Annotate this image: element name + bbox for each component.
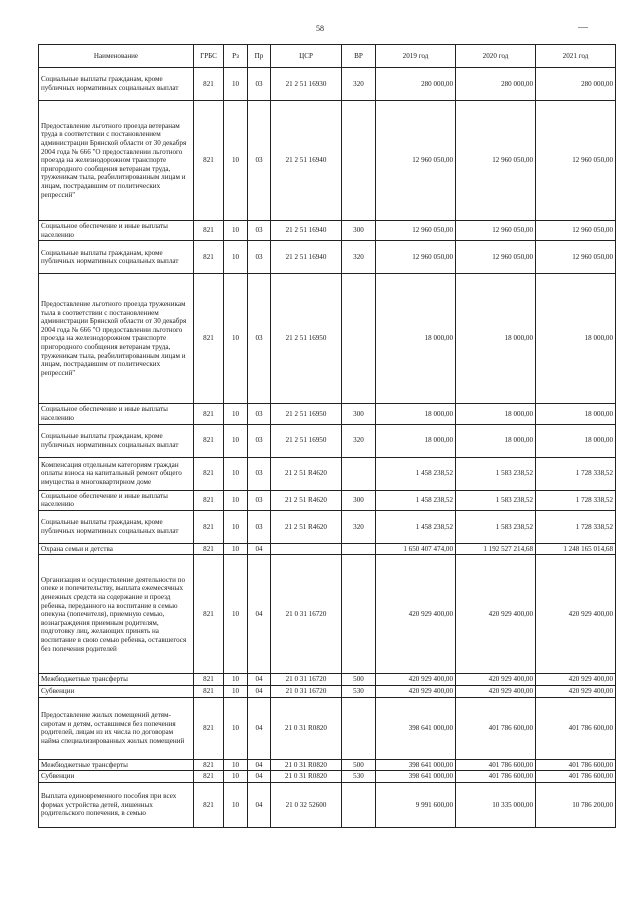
row-rz: 10 xyxy=(224,241,248,274)
row-grbs: 821 xyxy=(194,241,224,274)
row-vr xyxy=(342,543,376,555)
page-number: 58 xyxy=(316,24,324,33)
row-vr: 300 xyxy=(342,221,376,241)
row-vr: 500 xyxy=(342,674,376,686)
row-amount-2019: 9 991 600,00 xyxy=(376,783,456,828)
row-amount-2020: 1 583 238,52 xyxy=(456,490,536,510)
row-name: Организация и осуществление деятельности по опеке и попечительству, выплата ежемесячных денежных средств на содержание и проезд ребенка, переданного на воспитание в семью опекуна (попечителя), приемную семью, вознаграждения приемным родителям, подготовку лиц, желающих принять на воспитание в свою семью ребенка, оставшегося без попечения родителей xyxy=(39,555,194,674)
row-amount-2020: 280 000,00 xyxy=(456,68,536,101)
row-csr: 21 2 51 16950 xyxy=(271,274,342,404)
row-amount-2019: 280 000,00 xyxy=(376,68,456,101)
row-csr: 21 0 31 R0820 xyxy=(271,759,342,771)
row-pr: 03 xyxy=(248,404,271,424)
row-amount-2019: 420 929 400,00 xyxy=(376,686,456,698)
row-vr: 320 xyxy=(342,424,376,457)
row-amount-2019: 18 000,00 xyxy=(376,404,456,424)
row-csr: 21 0 32 52600 xyxy=(271,783,342,828)
row-pr: 03 xyxy=(248,221,271,241)
row-csr: 21 2 51 16940 xyxy=(271,101,342,221)
row-csr: 21 2 51 R4620 xyxy=(271,510,342,543)
row-amount-2021: 420 929 400,00 xyxy=(536,686,616,698)
row-csr xyxy=(271,543,342,555)
row-grbs: 821 xyxy=(194,771,224,783)
row-csr: 21 2 51 R4620 xyxy=(271,490,342,510)
row-rz: 10 xyxy=(224,490,248,510)
row-amount-2020: 12 960 050,00 xyxy=(456,221,536,241)
row-name: Социальные выплаты гражданам, кроме публичных нормативных социальных выплат xyxy=(39,424,194,457)
table-row xyxy=(39,697,616,759)
row-amount-2019: 420 929 400,00 xyxy=(376,555,456,674)
row-name: Социальное обеспечение и иные выплаты населению xyxy=(39,404,194,424)
table-row xyxy=(39,404,616,424)
row-amount-2021: 280 000,00 xyxy=(536,68,616,101)
row-rz: 10 xyxy=(224,510,248,543)
row-rz: 10 xyxy=(224,221,248,241)
row-pr: 04 xyxy=(248,759,271,771)
row-amount-2019: 1 458 238,52 xyxy=(376,510,456,543)
row-vr: 320 xyxy=(342,510,376,543)
row-amount-2021: 18 000,00 xyxy=(536,424,616,457)
row-name: Предоставление жилых помещений детям-сиротам и детям, оставшимся без попечения родителей, лицам из их числа по договорам найма специализированных жилых помещений xyxy=(39,697,194,759)
row-name: Субвенции xyxy=(39,686,194,698)
row-rz: 10 xyxy=(224,759,248,771)
row-rz: 10 xyxy=(224,697,248,759)
row-csr: 21 0 31 16720 xyxy=(271,555,342,674)
row-amount-2020: 401 786 600,00 xyxy=(456,759,536,771)
row-amount-2019: 12 960 050,00 xyxy=(376,221,456,241)
table-row xyxy=(39,424,616,457)
row-amount-2019: 18 000,00 xyxy=(376,424,456,457)
row-name: Предоставление льготного проезда ветеранам труда в соответствии с постановлением администрации Брянской области от 30 декабря 2004 года № 666 "О предоставлении льготного проезда на железнодорожном транспорте пригородного сообщения ветеранам труда, труженикам тыла, реабилитированным лицам и лицам, пострадавшим от политических репрессий" xyxy=(39,101,194,221)
row-vr: 530 xyxy=(342,686,376,698)
row-pr: 03 xyxy=(248,274,271,404)
row-pr: 04 xyxy=(248,771,271,783)
row-vr: 300 xyxy=(342,404,376,424)
row-grbs: 821 xyxy=(194,674,224,686)
row-pr: 04 xyxy=(248,686,271,698)
table-row xyxy=(39,457,616,490)
row-amount-2021: 1 728 338,52 xyxy=(536,510,616,543)
row-pr: 03 xyxy=(248,241,271,274)
row-amount-2019: 18 000,00 xyxy=(376,274,456,404)
corner-mark xyxy=(578,27,588,28)
row-amount-2021: 420 929 400,00 xyxy=(536,555,616,674)
row-grbs: 821 xyxy=(194,555,224,674)
row-pr: 03 xyxy=(248,457,271,490)
row-amount-2020: 18 000,00 xyxy=(456,274,536,404)
row-grbs: 821 xyxy=(194,424,224,457)
row-vr xyxy=(342,555,376,674)
row-amount-2021: 401 786 600,00 xyxy=(536,759,616,771)
row-amount-2020: 1 583 238,52 xyxy=(456,457,536,490)
table-row xyxy=(39,783,616,828)
row-pr: 03 xyxy=(248,490,271,510)
row-vr: 500 xyxy=(342,759,376,771)
row-amount-2021: 18 000,00 xyxy=(536,404,616,424)
row-rz: 10 xyxy=(224,674,248,686)
row-amount-2019: 1 458 238,52 xyxy=(376,457,456,490)
row-amount-2020: 420 929 400,00 xyxy=(456,674,536,686)
row-grbs: 821 xyxy=(194,68,224,101)
header-csr: ЦСР xyxy=(271,45,342,68)
row-csr: 21 2 51 16950 xyxy=(271,404,342,424)
row-rz: 10 xyxy=(224,686,248,698)
row-name: Социальные выплаты гражданам, кроме публичных нормативных социальных выплат xyxy=(39,510,194,543)
row-pr: 03 xyxy=(248,68,271,101)
table-header-row xyxy=(39,45,616,68)
header-pr: Пр xyxy=(248,45,271,68)
row-csr: 21 0 31 16720 xyxy=(271,674,342,686)
header-2019: 2019 год xyxy=(376,45,456,68)
row-amount-2019: 12 960 050,00 xyxy=(376,101,456,221)
row-vr: 320 xyxy=(342,241,376,274)
row-amount-2020: 12 960 050,00 xyxy=(456,101,536,221)
row-amount-2021: 420 929 400,00 xyxy=(536,674,616,686)
table-row xyxy=(39,101,616,221)
row-vr xyxy=(342,101,376,221)
row-grbs: 821 xyxy=(194,543,224,555)
row-pr: 03 xyxy=(248,424,271,457)
row-amount-2020: 18 000,00 xyxy=(456,424,536,457)
row-amount-2019: 398 641 000,00 xyxy=(376,697,456,759)
row-rz: 10 xyxy=(224,783,248,828)
header-2020: 2020 год xyxy=(456,45,536,68)
row-amount-2019: 12 960 050,00 xyxy=(376,241,456,274)
row-grbs: 821 xyxy=(194,274,224,404)
row-amount-2020: 12 960 050,00 xyxy=(456,241,536,274)
row-name: Межбюджетные трансферты xyxy=(39,674,194,686)
row-name: Охрана семьи и детства xyxy=(39,543,194,555)
row-amount-2021: 12 960 050,00 xyxy=(536,101,616,221)
row-csr: 21 0 31 R0820 xyxy=(271,697,342,759)
row-vr xyxy=(342,783,376,828)
row-rz: 10 xyxy=(224,771,248,783)
row-amount-2021: 1 248 165 014,68 xyxy=(536,543,616,555)
row-pr: 03 xyxy=(248,510,271,543)
table-row xyxy=(39,686,616,698)
row-pr: 04 xyxy=(248,697,271,759)
row-amount-2021: 18 000,00 xyxy=(536,274,616,404)
table-row xyxy=(39,221,616,241)
row-grbs: 821 xyxy=(194,697,224,759)
row-rz: 10 xyxy=(224,68,248,101)
row-rz: 10 xyxy=(224,555,248,674)
table-row xyxy=(39,555,616,674)
row-amount-2021: 12 960 050,00 xyxy=(536,241,616,274)
row-rz: 10 xyxy=(224,101,248,221)
row-csr: 21 2 51 16930 xyxy=(271,68,342,101)
row-name: Субвенции xyxy=(39,771,194,783)
header-vr: ВР xyxy=(342,45,376,68)
row-csr: 21 2 51 16950 xyxy=(271,424,342,457)
row-amount-2021: 401 786 600,00 xyxy=(536,771,616,783)
row-amount-2021: 1 728 338,52 xyxy=(536,457,616,490)
row-amount-2020: 1 192 527 214,68 xyxy=(456,543,536,555)
row-vr xyxy=(342,274,376,404)
table-row xyxy=(39,274,616,404)
row-amount-2020: 1 583 238,52 xyxy=(456,510,536,543)
row-grbs: 821 xyxy=(194,404,224,424)
row-csr: 21 2 51 16940 xyxy=(271,241,342,274)
row-amount-2020: 401 786 600,00 xyxy=(456,771,536,783)
row-csr: 21 2 51 16940 xyxy=(271,221,342,241)
row-grbs: 821 xyxy=(194,101,224,221)
table-row xyxy=(39,543,616,555)
row-name: Выплата единовременного пособия при всех формах устройства детей, лишенных родительского попечения, в семью xyxy=(39,783,194,828)
row-name: Социальное обеспечение и иные выплаты населению xyxy=(39,490,194,510)
row-name: Предоставление льготного проезда труженикам тыла в соответствии с постановлением администрации Брянской области от 30 декабря 2004 года № 666 "О предоставлении льготного проезда на железнодорожном транспорте пригородного сообщения ветеранам труда, труженикам тыла, реабилитированным лицам и лицам, пострадавшим от политических репрессий" xyxy=(39,274,194,404)
table-row xyxy=(39,241,616,274)
table-row xyxy=(39,510,616,543)
row-amount-2020: 420 929 400,00 xyxy=(456,555,536,674)
row-name: Межбюджетные трансферты xyxy=(39,759,194,771)
row-name: Социальное обеспечение и иные выплаты населению xyxy=(39,221,194,241)
header-rz: Рз xyxy=(224,45,248,68)
table-row xyxy=(39,490,616,510)
row-amount-2019: 1 458 238,52 xyxy=(376,490,456,510)
row-rz: 10 xyxy=(224,404,248,424)
row-vr: 320 xyxy=(342,68,376,101)
row-grbs: 821 xyxy=(194,783,224,828)
row-pr: 04 xyxy=(248,555,271,674)
row-pr: 04 xyxy=(248,543,271,555)
row-rz: 10 xyxy=(224,424,248,457)
row-name: Компенсация отдельным категориям граждан оплаты взноса на капитальный ремонт общего имущества в многоквартирном доме xyxy=(39,457,194,490)
header-name: Наименование xyxy=(39,45,194,68)
row-grbs: 821 xyxy=(194,510,224,543)
row-vr xyxy=(342,457,376,490)
row-rz: 10 xyxy=(224,274,248,404)
row-name: Социальные выплаты гражданам, кроме публичных нормативных социальных выплат xyxy=(39,241,194,274)
row-amount-2020: 18 000,00 xyxy=(456,404,536,424)
header-2021: 2021 год xyxy=(536,45,616,68)
header-grbs: ГРБС xyxy=(194,45,224,68)
row-grbs: 821 xyxy=(194,457,224,490)
row-grbs: 821 xyxy=(194,490,224,510)
row-amount-2019: 398 641 000,00 xyxy=(376,759,456,771)
row-vr: 530 xyxy=(342,771,376,783)
row-csr: 21 2 51 R4620 xyxy=(271,457,342,490)
row-pr: 04 xyxy=(248,674,271,686)
row-rz: 10 xyxy=(224,543,248,555)
row-amount-2020: 420 929 400,00 xyxy=(456,686,536,698)
row-pr: 03 xyxy=(248,101,271,221)
row-grbs: 821 xyxy=(194,686,224,698)
row-amount-2021: 401 786 600,00 xyxy=(536,697,616,759)
row-amount-2019: 420 929 400,00 xyxy=(376,674,456,686)
row-amount-2021: 12 960 050,00 xyxy=(536,221,616,241)
row-csr: 21 0 31 16720 xyxy=(271,686,342,698)
row-vr: 300 xyxy=(342,490,376,510)
row-grbs: 821 xyxy=(194,759,224,771)
row-grbs: 821 xyxy=(194,221,224,241)
row-amount-2020: 10 335 000,00 xyxy=(456,783,536,828)
budget-table xyxy=(38,44,616,828)
row-rz: 10 xyxy=(224,457,248,490)
row-csr: 21 0 31 R0820 xyxy=(271,771,342,783)
table-row xyxy=(39,68,616,101)
row-amount-2019: 1 650 407 474,00 xyxy=(376,543,456,555)
row-amount-2020: 401 786 600,00 xyxy=(456,697,536,759)
row-amount-2021: 1 728 338,52 xyxy=(536,490,616,510)
row-pr: 04 xyxy=(248,783,271,828)
table-row xyxy=(39,759,616,771)
row-vr xyxy=(342,697,376,759)
row-amount-2019: 398 641 000,00 xyxy=(376,771,456,783)
table-row xyxy=(39,674,616,686)
table-row xyxy=(39,771,616,783)
row-amount-2021: 10 786 200,00 xyxy=(536,783,616,828)
row-name: Социальные выплаты гражданам, кроме публичных нормативных социальных выплат xyxy=(39,68,194,101)
